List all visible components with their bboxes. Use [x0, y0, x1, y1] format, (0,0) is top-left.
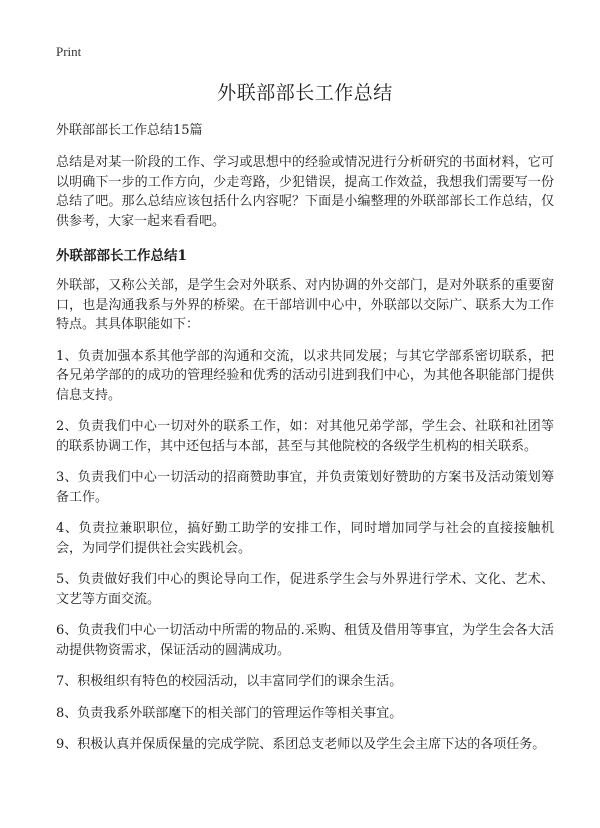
list-item: 9、积极认真并保质保量的完成学院、系团总支老师以及学生会主席下达的各项任务。 — [56, 737, 546, 752]
list-item: 5、负责做好我们中心的舆论导向工作，促进系学生会与外界进行学术、文化、艺术、文艺等方面交流。 — [56, 572, 554, 607]
section-intro-paragraph: 外联部，又称公关部，是学生会对外联系、对内协调的外交部门，是对外联系的重要窗口，也是沟通我系与外界的桥梁。在干部培训中心中，外联部以交际广、联系大为工作特点。其具体职能如下： — [56, 278, 554, 332]
list-item: 6、负责我们中心一切活动中所需的物品的.采购、租赁及借用等事宜，为学生会各大活动提供物资需求，保证活动的圆满成功。 — [56, 623, 554, 658]
list-item: 2、负责我们中心一切对外的联系工作，如：对其他兄弟学部，学生会、社联和社团等的联系协调工作，其中还包括与本部，甚至与其他院校的各级学生机构的相关联系。 — [56, 419, 554, 454]
print-link[interactable]: Print — [56, 44, 82, 59]
list-item: 4、负责拉兼职职位，搞好勤工助学的安排工作，同时增加同学与社会的直接接触机会，为同学们提供社会实践机会。 — [56, 521, 554, 556]
list-item: 7、积极组织有特色的校园活动，以丰富同学们的课余生活。 — [56, 674, 403, 689]
section-heading: 外联部部长工作总结1 — [56, 248, 187, 264]
list-item: 8、负责我系外联部麾下的相关部门的管理运作等相关事宜。 — [56, 705, 403, 721]
list-item: 1、负责加强本系其他学部的沟通和交流，以求共同发展；与其它学部系密切联系，把各兄弟学部的的成功的管理经验和优秀的活动引进到我们中心，为其他各职能部门提供信息支持。 — [56, 348, 554, 403]
intro-paragraph: 总结是对某一阶段的工作、学习或思想中的经验或情况进行分析研究的书面材料，它可以明确下一步的工作方向，少走弯路，少犯错误，提高工作效益，我想我们需要写一份总结了吧。那么总结应该包括什么内容呢？下面是小编整理的外联部部长工作总结，仅供参考，大家一起来看看吧。 — [56, 155, 554, 229]
list-item: 3、负责我们中心一切活动的招商赞助事宜，并负责策划好赞助的方案书及活动策划筹备工作。 — [56, 470, 554, 505]
document-subtitle: 外联部部长工作总结15篇 — [56, 123, 203, 138]
page-title: 外联部部长工作总结 — [217, 82, 393, 104]
